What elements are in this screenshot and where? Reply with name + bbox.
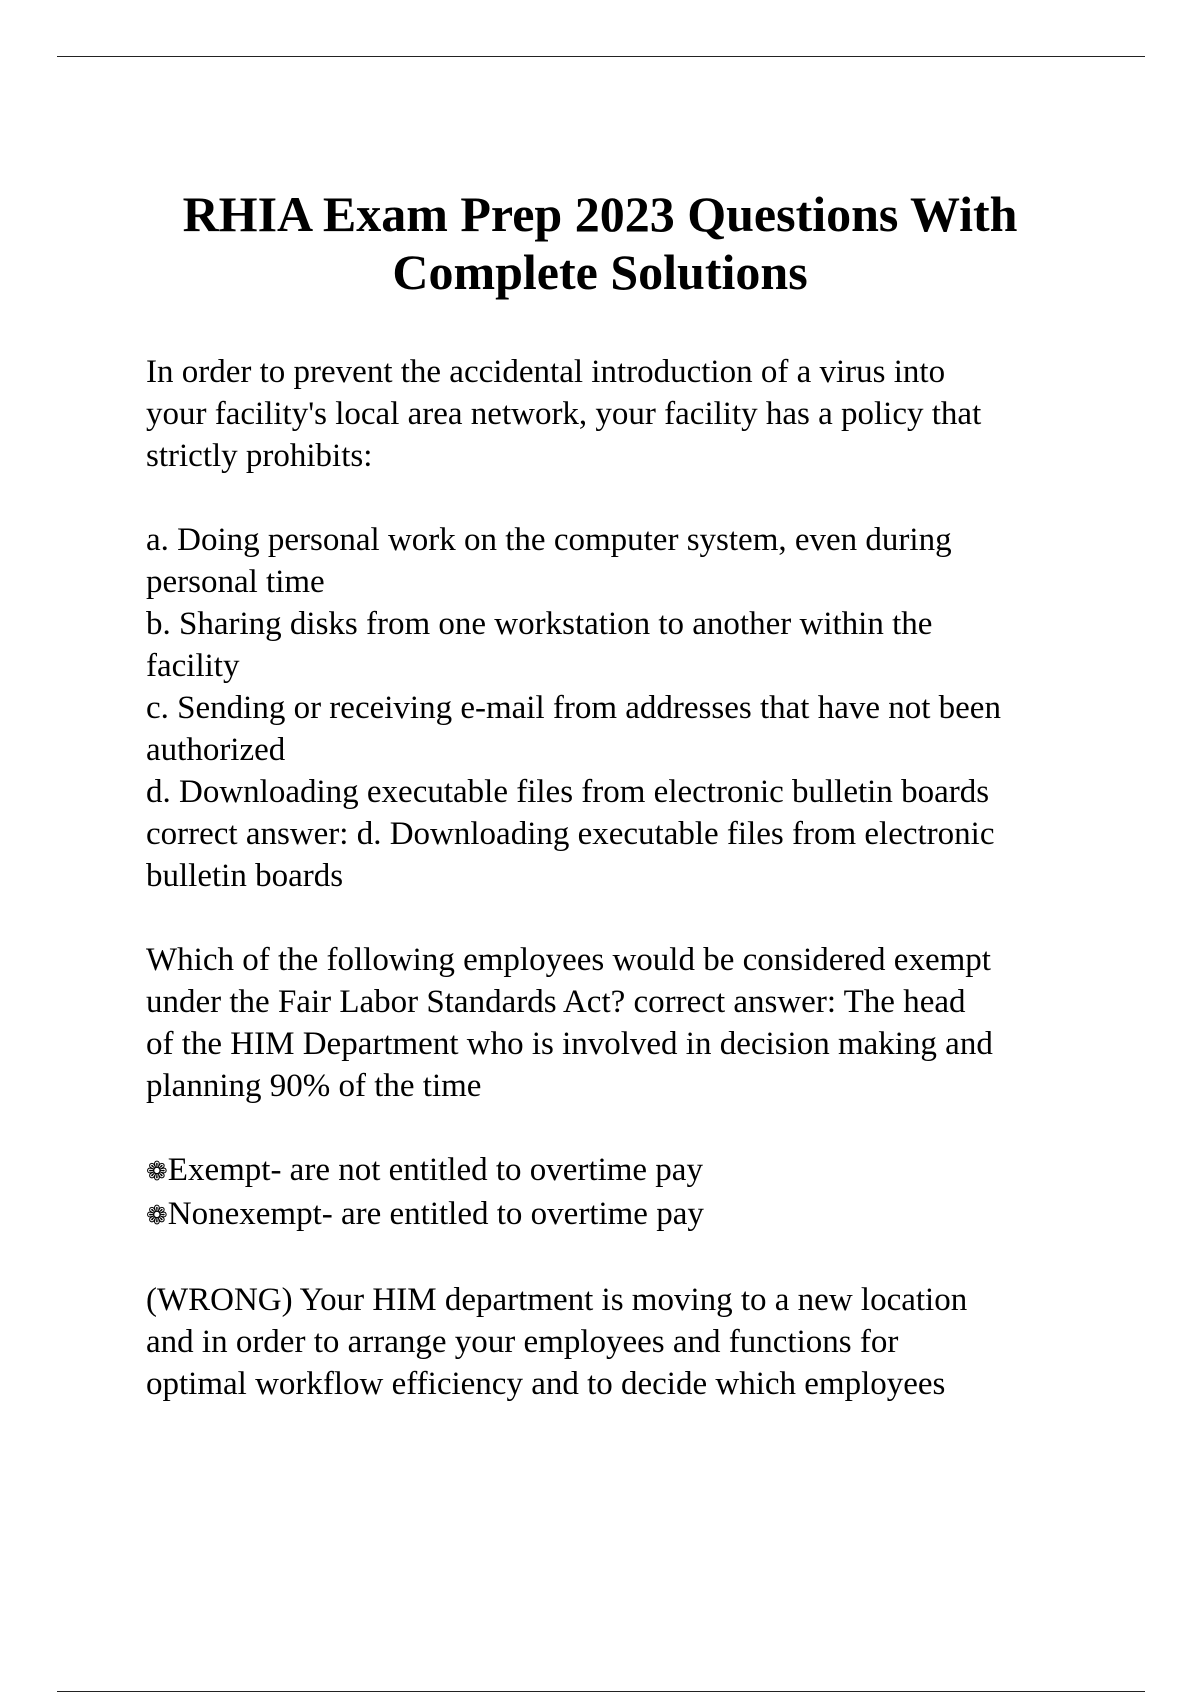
bottom-rule <box>57 1691 1145 1692</box>
question-line: of the HIM Department who is involved in decision making and <box>146 1026 993 1062</box>
option-line: a. Doing personal work on the computer system, even during <box>146 522 952 558</box>
flower-bullet-icon: ❁ <box>146 1201 168 1231</box>
note-item <box>146 1149 1156 1193</box>
answer-line: correct answer: d. Downloading executable files from electronic <box>146 816 995 852</box>
question-line: and in order to arrange your employees and functions for <box>146 1324 899 1360</box>
question-3 <box>146 1279 1156 1405</box>
question-line: optimal workflow efficiency and to decide which employees <box>146 1366 946 1402</box>
question-stem-line: strictly prohibits: <box>146 438 373 474</box>
option-line: c. Sending or receiving e-mail from addresses that have not been <box>146 690 1001 726</box>
question-line: Which of the following employees would be considered exempt <box>146 942 991 978</box>
document-title <box>60 185 1140 301</box>
question-1 <box>146 351 1156 897</box>
paragraph-gap <box>146 477 1156 519</box>
title-line: Complete Solutions <box>392 244 808 300</box>
question-stem-line: your facility's local area network, your facility has a policy that <box>146 396 982 432</box>
note-item <box>146 1193 1156 1237</box>
option-line: d. Downloading executable files from electronic bulletin boards <box>146 774 990 810</box>
title-line: RHIA Exam Prep 2023 Questions With <box>182 186 1018 242</box>
question-line: (WRONG) Your HIM department is moving to a new location <box>146 1282 968 1318</box>
paragraph-gap <box>146 1107 1156 1149</box>
option-line: personal time <box>146 564 325 600</box>
question-line: under the Fair Labor Standards Act? correct answer: The head <box>146 984 966 1020</box>
exempt-notes <box>146 1149 1156 1237</box>
paragraph-gap <box>146 1237 1156 1279</box>
top-rule <box>57 56 1145 57</box>
option-line: facility <box>146 648 240 684</box>
option-line: authorized <box>146 732 286 768</box>
question-2 <box>146 939 1156 1107</box>
flower-bullet-icon: ❁ <box>146 1157 168 1187</box>
note-text: Exempt- are not entitled to overtime pay <box>167 1152 703 1188</box>
answer-line: bulletin boards <box>146 858 344 894</box>
question-stem-line: In order to prevent the accidental introduction of a virus into <box>146 354 946 390</box>
document-body <box>146 351 1156 1405</box>
question-line: planning 90% of the time <box>146 1068 482 1104</box>
paragraph-gap <box>146 897 1156 939</box>
option-line: b. Sharing disks from one workstation to another within the <box>146 606 933 642</box>
note-text: Nonexempt- are entitled to overtime pay <box>167 1196 704 1232</box>
